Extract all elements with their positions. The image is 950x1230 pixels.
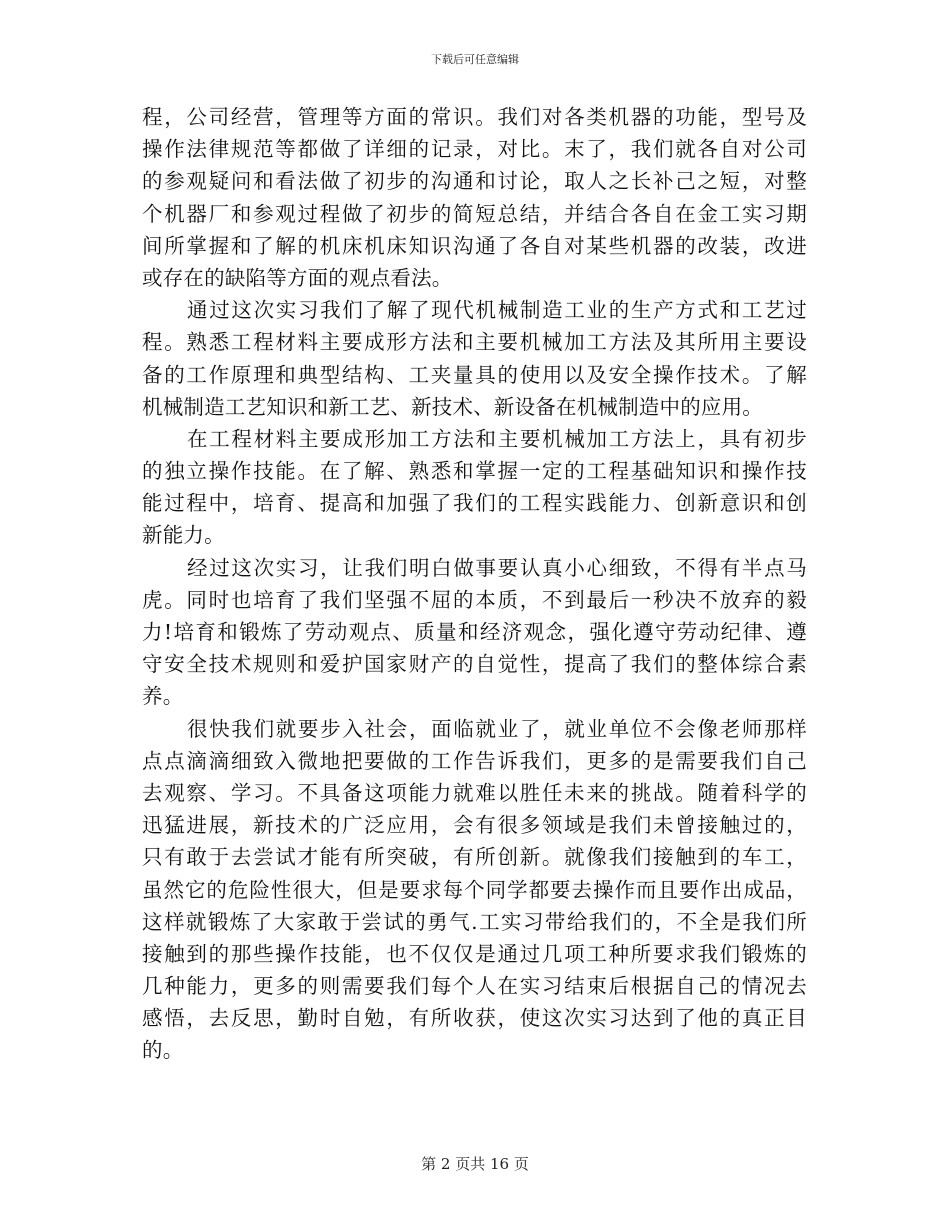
- text-line: 操作法律规范等都做了详细的记录，对比。末了，我们就各自对公司: [142, 137, 807, 162]
- text-line: 或存在的缺陷等方面的观点看法。: [142, 265, 453, 290]
- text-line: 间所掌握和了解的机床机床知识沟通了各自对某些机器的改装，改进: [142, 233, 807, 258]
- text-line: 程。熟悉工程材料主要成形方法和主要机械加工方法及其所用主要设: [142, 330, 807, 355]
- text-line: 备的工作原理和典型结构、工夹量具的使用以及安全操作技术。了解: [142, 362, 807, 387]
- text-line: 力!培育和锻炼了劳动观点、质量和经济观念，强化遵守劳动纪律、遵: [142, 620, 807, 644]
- text-line: 点点滴滴细致入微地把要做的工作告诉我们，更多的是需要我们自己: [142, 748, 807, 773]
- page-header: 下载后可任意编辑: [431, 53, 519, 66]
- body-text: [142, 101, 807, 1067]
- page-number: 第 2 页共 16 页: [421, 1155, 529, 1173]
- text-line: 去观察、学习。不具备这项能力就难以胜任未来的挑战。随着科学的: [142, 780, 807, 805]
- text-line: 个机器厂和参观过程做了初步的简短总结，并结合各自在金工实习期: [142, 201, 807, 226]
- text-line: 能过程中，培育、提高和加强了我们的工程实践能力、创新意识和创: [142, 491, 807, 516]
- text-line: 很快我们就要步入社会，面临就业了，就业单位不会像老师那样: [187, 716, 807, 741]
- text-line: 感悟，去反思，勤时自勉，有所收获，使这次实习达到了他的真正目: [142, 1006, 807, 1031]
- text-line: 机械制造工艺知识和新工艺、新技术、新设备在机械制造中的应用。: [142, 394, 763, 419]
- text-line: 接触到的那些操作技能，也不仅仅是通过几项工种所要求我们锻炼的: [142, 941, 807, 966]
- text-line: 新能力。: [142, 523, 225, 548]
- text-line: 经过这次实习，让我们明白做事要认真小心细致，不得有半点马: [187, 555, 807, 580]
- text-line: 养。: [142, 684, 184, 709]
- text-line: 这样就锻炼了大家敢于尝试的勇气.工实习带给我们的，不全是我们所: [142, 909, 807, 934]
- text-line: 虽然它的危险性很大，但是要求每个同学都要去操作而且要作出成品，: [142, 877, 807, 902]
- text-line: 程，公司经营，管理等方面的常识。我们对各类机器的功能，型号及: [142, 105, 807, 129]
- text-line: 的独立操作技能。在了解、熟悉和掌握一定的工程基础知识和操作技: [142, 459, 807, 484]
- text-line: 几种能力，更多的则需要我们每个人在实习结束后根据自己的情况去: [142, 974, 807, 999]
- text-line: 虎。同时也培育了我们坚强不屈的本质，不到最后一秒决不放弃的毅: [142, 587, 807, 612]
- text-line: 守安全技术规则和爱护国家财产的自觉性，提高了我们的整体综合素: [142, 652, 807, 677]
- text-line: 只有敢于去尝试才能有所突破，有所创新。就像我们接触到的车工，: [142, 845, 807, 870]
- text-line: 通过这次实习我们了解了现代机械制造工业的生产方式和工艺过: [187, 298, 807, 323]
- text-line: 迅猛进展，新技术的广泛应用，会有很多领域是我们未曾接触过的，: [142, 813, 807, 838]
- text-line: 的参观疑问和看法做了初步的沟通和讨论，取人之长补己之短，对整: [142, 169, 807, 194]
- text-line: 的。: [142, 1038, 184, 1063]
- text-line: 在工程材料主要成形加工方法和主要机械加工方法上，具有初步: [187, 426, 807, 451]
